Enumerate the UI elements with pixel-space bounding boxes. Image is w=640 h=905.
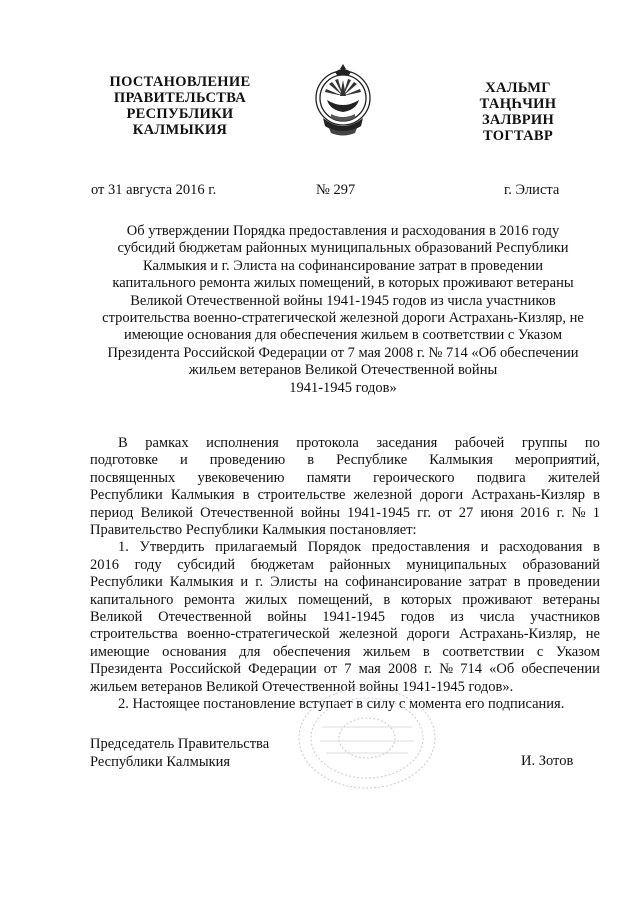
body-word: Утвердить bbox=[139, 539, 205, 556]
body-word: и bbox=[240, 574, 249, 591]
body-word: годов bbox=[400, 609, 435, 626]
body-word: строительства bbox=[90, 626, 178, 643]
body-word: Калмыкия bbox=[169, 574, 234, 591]
body-word: 1941-1945 bbox=[347, 504, 410, 521]
body-line bbox=[90, 435, 600, 452]
title-line: Великой Отечественной войны 1941-1945 годов из числа участников bbox=[130, 292, 556, 309]
body-word: от bbox=[438, 504, 452, 521]
body-word: основания bbox=[162, 643, 227, 660]
body-word: Республики bbox=[90, 574, 163, 591]
document-city: г. Элиста bbox=[504, 182, 560, 198]
body-word: жильем bbox=[363, 643, 411, 660]
body-word: Указом bbox=[555, 643, 600, 660]
title-line: Президента Российской Федерации от 7 мая 2008 г. № 714 «Об обеспечении bbox=[107, 344, 579, 361]
body-word: с bbox=[536, 643, 544, 660]
body-word: рабочей bbox=[454, 435, 505, 451]
body-word: строительстве bbox=[257, 487, 346, 504]
body-word: бюджетам bbox=[250, 556, 314, 573]
body-word: Отечественной bbox=[200, 504, 294, 521]
body-line bbox=[90, 470, 600, 487]
body-word: в bbox=[593, 487, 600, 504]
body-word: обеспечения bbox=[273, 643, 351, 660]
body-word: прилагаемый bbox=[215, 539, 298, 556]
header-right-line: ХАЛЬМГ bbox=[485, 80, 551, 96]
body-line bbox=[90, 574, 600, 591]
body-word: Элисты bbox=[270, 574, 318, 591]
body-word: подготовке bbox=[90, 452, 158, 469]
title-line: субсидий бюджетам районных муниципальных образований Республики bbox=[117, 240, 569, 257]
body-word: период bbox=[90, 504, 134, 521]
signature-position-line: Республики Калмыкия bbox=[90, 754, 231, 770]
header-right-title bbox=[462, 80, 574, 144]
title-line: Калмыкия и г. Элиста на софинансирование затрат в проведении bbox=[142, 257, 544, 274]
signature-position bbox=[90, 735, 269, 771]
body-word: году bbox=[134, 556, 162, 573]
document-title bbox=[88, 223, 598, 397]
document-body bbox=[90, 435, 600, 714]
header-right-line: ЗАЛВРИН bbox=[481, 112, 555, 128]
body-word: не bbox=[585, 626, 600, 643]
body-word: для bbox=[239, 643, 261, 660]
body-word: в bbox=[422, 643, 430, 660]
body-word: гг. bbox=[417, 504, 432, 521]
body-line bbox=[90, 644, 600, 661]
body-word: рамках bbox=[145, 435, 189, 451]
body-word: посвященных bbox=[90, 469, 176, 486]
body-word: дороги bbox=[406, 626, 450, 643]
body-word: субсидий bbox=[177, 556, 236, 573]
title-line: имеющие основания для обеспечения жильем в соответствии с Указом bbox=[123, 327, 563, 344]
document-date: от 31 августа 2016 г. bbox=[91, 182, 217, 198]
body-word: военно-стратегической bbox=[186, 626, 330, 643]
body-word: ремонта bbox=[183, 591, 235, 608]
body-word: железной bbox=[353, 487, 413, 504]
body-word: 7 bbox=[344, 661, 352, 678]
body-word: Республики bbox=[90, 487, 163, 504]
body-word: подвига bbox=[476, 469, 526, 486]
body-word: Республике bbox=[336, 452, 408, 469]
signatory-name: И. Зотов bbox=[521, 753, 574, 769]
body-line: 2. Настоящее постановление вступает в силу с момента его подписания. bbox=[118, 696, 565, 713]
coat-of-arms-emblem-icon bbox=[313, 58, 373, 140]
body-word: исполнения bbox=[206, 435, 279, 451]
title-line: 1941-1945 годов» bbox=[289, 379, 397, 396]
body-word: в bbox=[383, 591, 391, 608]
header-left-line: ПРАВИТЕЛЬСТВА bbox=[113, 90, 247, 106]
body-word: войны bbox=[300, 504, 341, 521]
body-word: 1. bbox=[118, 539, 129, 556]
title-line: жильем ветеранов Великой Отечественной войны bbox=[188, 362, 498, 379]
body-word: 27 bbox=[458, 504, 474, 521]
body-word: проживают bbox=[462, 591, 533, 608]
body-word: памяти bbox=[306, 469, 351, 486]
body-word: которых bbox=[400, 591, 452, 608]
body-word: на bbox=[324, 574, 339, 591]
body-word: 1 bbox=[592, 504, 600, 521]
body-word: в bbox=[307, 452, 315, 469]
body-line bbox=[90, 505, 600, 522]
body-word: железной bbox=[339, 626, 398, 643]
body-word: участников bbox=[530, 609, 600, 626]
body-word: Президента bbox=[90, 661, 163, 678]
body-word: 2016 bbox=[520, 504, 550, 521]
body-word: жилых bbox=[245, 591, 288, 608]
body-word: и bbox=[180, 452, 188, 469]
body-word: протокола bbox=[296, 435, 359, 451]
body-word: помещений, bbox=[297, 591, 373, 608]
header-left-line: ПОСТАНОВЛЕНИЕ bbox=[109, 74, 251, 90]
body-word: г. bbox=[556, 504, 565, 521]
body-word: 2016 bbox=[90, 556, 119, 573]
body-word: образований bbox=[522, 556, 600, 573]
header-left-line: КАЛМЫКИЯ bbox=[132, 122, 228, 138]
body-word: дороги bbox=[420, 487, 464, 504]
body-word: Астрахань-Кизляр bbox=[471, 487, 585, 504]
body-word: Великой bbox=[90, 609, 143, 626]
body-word: Федерации bbox=[248, 661, 317, 678]
body-word: Астрахань-Кизляр, bbox=[459, 626, 577, 643]
body-word: Калмыкия bbox=[170, 487, 235, 504]
body-word: в bbox=[513, 574, 521, 591]
body-word: увековечению bbox=[197, 469, 285, 486]
body-word: г. bbox=[255, 574, 264, 591]
header-right-line: ТОГТАВР bbox=[482, 128, 554, 144]
body-word: софинансирование bbox=[345, 574, 462, 591]
body-word: заседания bbox=[376, 435, 438, 451]
body-word: капитального bbox=[90, 591, 174, 608]
body-word: июня bbox=[480, 504, 514, 521]
body-word: Великой bbox=[140, 504, 193, 521]
body-line bbox=[90, 592, 600, 609]
body-word: мероприятий, bbox=[514, 452, 600, 469]
body-line bbox=[90, 609, 600, 626]
body-line bbox=[90, 539, 600, 556]
body-word: числа bbox=[479, 609, 515, 626]
body-word: «Об bbox=[489, 661, 515, 678]
body-word: затрат bbox=[468, 574, 507, 591]
official-seal-stamp-icon bbox=[292, 683, 442, 793]
body-word: муниципальных bbox=[406, 556, 507, 573]
body-word: № bbox=[571, 504, 586, 521]
body-word: и bbox=[480, 539, 489, 556]
body-word: мая bbox=[358, 661, 381, 678]
body-word: районных bbox=[329, 556, 391, 573]
body-word: имеющие bbox=[90, 643, 150, 660]
header-left-title bbox=[100, 74, 260, 138]
body-word: расходования bbox=[499, 539, 583, 556]
body-line bbox=[90, 487, 600, 504]
body-word: из bbox=[450, 609, 464, 626]
body-line: Правительство Республики Калмыкия постановляет: bbox=[90, 522, 417, 539]
title-line: строительства военно-стратегической железной дороги Астрахань-Кизляр, не bbox=[102, 310, 584, 327]
body-word: по bbox=[584, 435, 600, 451]
body-line bbox=[90, 452, 600, 469]
body-line bbox=[90, 557, 600, 574]
body-word: В bbox=[118, 435, 128, 451]
document-number: № 297 bbox=[316, 182, 356, 198]
body-word: Отечественной bbox=[158, 609, 252, 626]
title-line: капитального ремонта жилых помещений, в которых проживают ветераны bbox=[112, 275, 574, 292]
body-word: ветераны bbox=[542, 591, 600, 608]
body-word: Российской bbox=[169, 661, 241, 678]
title-line: Об утверждении Порядка предоставления и расходования в 2016 году bbox=[126, 223, 560, 239]
body-word: предоставления bbox=[371, 539, 470, 556]
header-left-line: РЕСПУБЛИКИ bbox=[126, 106, 234, 122]
body-word: 714 bbox=[460, 661, 482, 678]
body-word: в bbox=[242, 487, 250, 504]
header-right-line: ТАҢҺЧИН bbox=[479, 96, 557, 112]
body-word: жителей bbox=[548, 469, 600, 486]
signature-position-line: Председатель Правительства bbox=[90, 736, 270, 752]
body-word: проведению bbox=[209, 452, 286, 469]
body-word: Порядок bbox=[307, 539, 362, 556]
body-word: обеспечении bbox=[521, 661, 600, 678]
body-word: Калмыкия bbox=[429, 452, 493, 469]
body-word: 2008 bbox=[388, 661, 417, 678]
body-word: группы bbox=[521, 435, 568, 451]
body-word: соответствии bbox=[442, 643, 525, 660]
body-line bbox=[90, 661, 600, 678]
body-line bbox=[90, 626, 600, 643]
body-word: героического bbox=[373, 469, 455, 486]
body-word: войны bbox=[267, 609, 307, 626]
body-word: № bbox=[439, 661, 454, 678]
body-word: в bbox=[593, 539, 600, 556]
body-line: жильем ветеранов Великой Отечественной войны 1941-1945 годов». bbox=[90, 678, 514, 695]
body-word: проведении bbox=[527, 574, 600, 591]
body-word: 1941-1945 bbox=[322, 609, 386, 626]
body-word: г. bbox=[424, 661, 433, 678]
body-word: от bbox=[323, 661, 338, 678]
